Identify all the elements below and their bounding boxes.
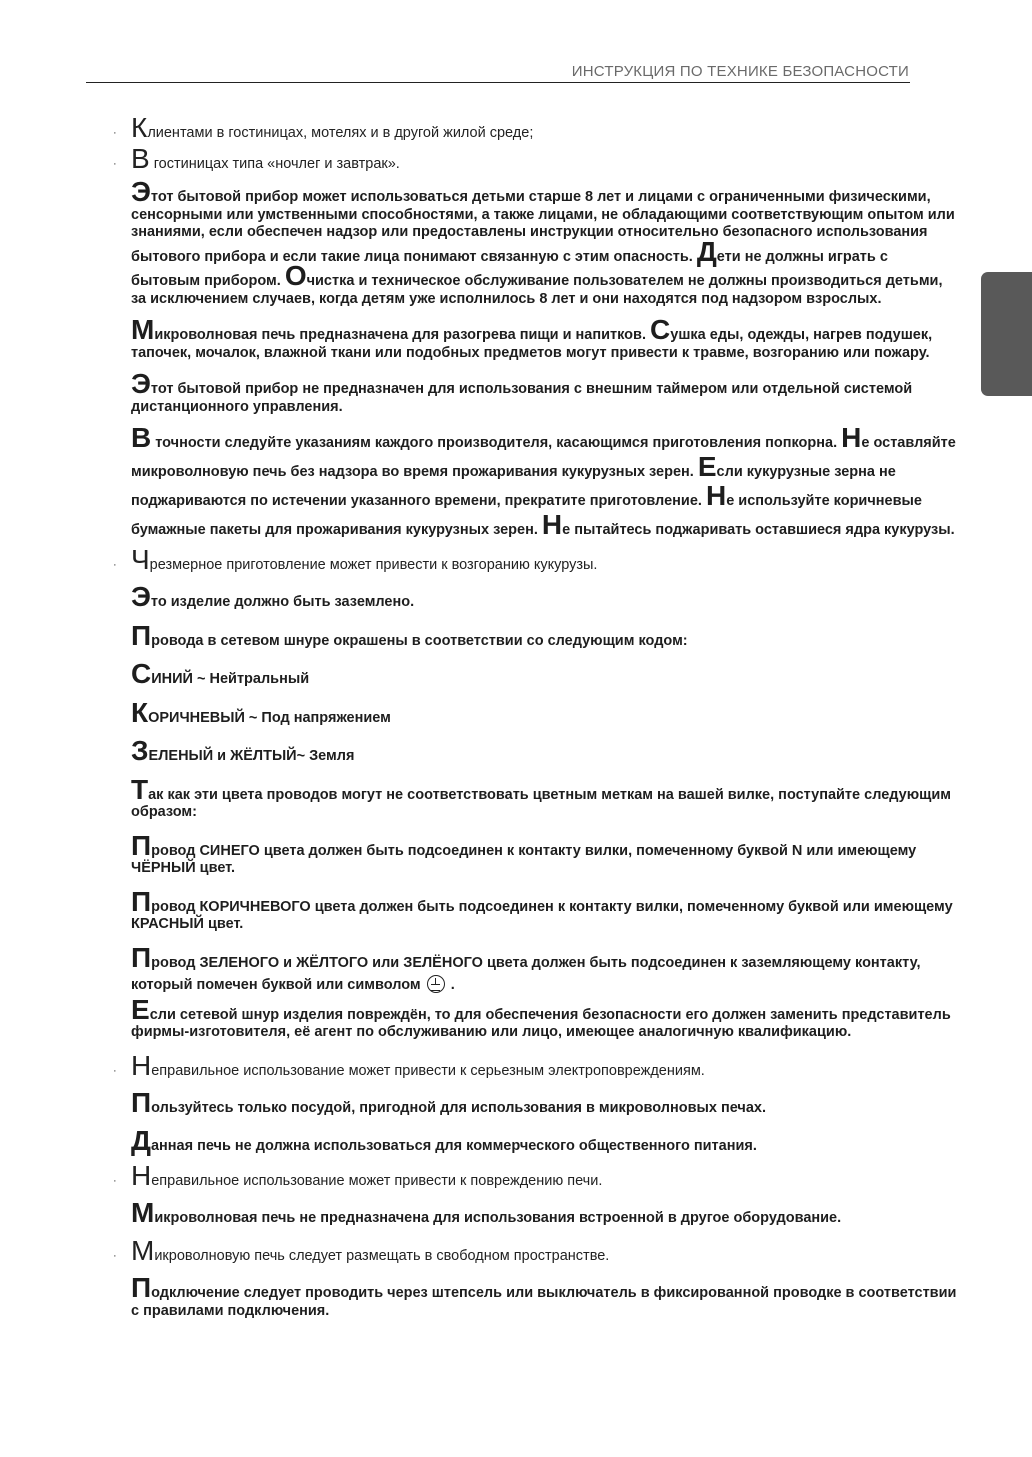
paragraph: Так как эти цвета проводов могут не соответствовать цветным меткам на вашей вилке, поступайте следующим образом: xyxy=(131,773,951,820)
paragraph: В точности следуйте указаниям каждого производителя, касающимся приготовления попкорна. Не оставляйте микроволновую печь без надзора во время прожаривания кукурузных зерен. Если кукурузные зерна не поджариваются по истечении указанного времени, прекратите приготовление. Не используйте коричневые бумажные пакеты для прожаривания кукурузных зерен. Не пытайтесь поджаривать оставшиеся ядра кукурузы. xyxy=(131,422,956,540)
paragraph: Данная печь не должна использоваться для коммерческого общественного питания. xyxy=(131,1125,757,1156)
ground-symbol-icon xyxy=(427,975,445,993)
side-tab xyxy=(981,272,1032,396)
bullet-dot: · xyxy=(113,559,117,571)
bullet-dot: · xyxy=(113,1174,117,1187)
paragraph: Провод ЗЕЛЕНОГО и ЖЁЛТОГО или ЗЕЛЁНОГО цвета должен быть подсоединен к заземляющему контакту, который помечен буквой или символом . xyxy=(131,941,921,993)
paragraph: Провода в сетевом шнуре окрашены в соответствии со следующим кодом: xyxy=(131,619,688,651)
paragraph: Это изделие должно быть заземлено. xyxy=(131,581,415,612)
bullet-item: · Чрезмерное приготовление может привести к возгоранию кукурузы. xyxy=(113,544,598,575)
paragraph: КОРИЧНЕВЫЙ ~ Под напряжением xyxy=(131,696,391,728)
paragraph: Провод КОРИЧНЕВОГО цвета должен быть подсоединен к контакту вилки, помеченному буквой или имеющему КРАСНЫЙ цвет. xyxy=(131,885,953,932)
bullet-item: · Неправильное использование может привести к повреждению печи. xyxy=(113,1159,603,1191)
bullet-item: · В гостиницах типа «ночлег и завтрак». xyxy=(113,143,400,174)
paragraph: ЗЕЛЕНЫЙ и ЖЁЛТЫЙ~ Земля xyxy=(131,735,355,766)
bullet-item: · Клиентами в гостиницах, мотелях и в другой жилой среде; xyxy=(113,112,534,143)
paragraph: СИНИЙ ~ Нейтральный xyxy=(131,658,310,689)
paragraph: Этот бытовой прибор не предназначен для использования с внешним таймером или отдельной системой дистанционного управления. xyxy=(131,368,913,415)
bullet-dot: · xyxy=(113,127,117,139)
bullet-item: · Микроволновую печь следует размещать в свободном пространстве. xyxy=(113,1235,610,1266)
header-title: ИНСТРУКЦИЯ ПО ТЕХНИКЕ БЕЗОПАСНОСТИ xyxy=(571,63,909,80)
bullet-item: · Неправильное использование может привести к серьезным электроповреждениям. xyxy=(113,1049,705,1081)
paragraph: Пользуйтесь только посудой, пригодной для использования в микроволновых печах. xyxy=(131,1086,767,1118)
bullet-dot: · xyxy=(113,1064,117,1077)
paragraph: Микроволновая печь не предназначена для использования встроенной в другое оборудование. xyxy=(131,1196,842,1228)
paragraph: Подключение следует проводить через штепсель или выключатель в фиксированной проводке в соответствии с правилами подключения. xyxy=(131,1272,957,1319)
paragraph: Провод СИНЕГО цвета должен быть подсоединен к контакту вилки, помеченному буквой N или имеющему ЧЁРНЫЙ цвет. xyxy=(131,829,917,876)
paragraph: Микроволновая печь предназначена для разогрева пищи и напитков. Сушка еды, одежды, нагрев подушек, тапочек, мочалок, влажной ткани или подобных предметов могут привести к травме, возгоранию или пожару. xyxy=(131,314,933,361)
paragraph: Этот бытовой прибор может использоваться детьми старше 8 лет и лицами с ограниченными физическими, сенсорными или умственными способностями, а также лицами, не обладающими соответствующим опытом или знаниями, если обеспечен надзор или предоставлены инструкции относительно безопасного использования бытового прибора и если такие лица понимают связанную с этим опасность. Дети не должны играть с бытовым прибором. Очистка и техническое обслуживание пользователем не должны производиться детьми, за исключением случаев, когда детям уже исполнилось 8 лет и они находятся под надзором взрослых. xyxy=(131,176,955,307)
page-content xyxy=(110,112,960,1334)
bullet-dot: · xyxy=(113,1250,117,1262)
paragraph: Если сетевой шнур изделия повреждён, то для обеспечения безопасности его должен заменить представитель фирмы-изготовителя, её агент по обслуживанию или лицо, имеющее аналогичную квалификацию. xyxy=(131,993,951,1040)
bullet-dot: · xyxy=(113,158,117,170)
header-rule xyxy=(86,82,910,83)
